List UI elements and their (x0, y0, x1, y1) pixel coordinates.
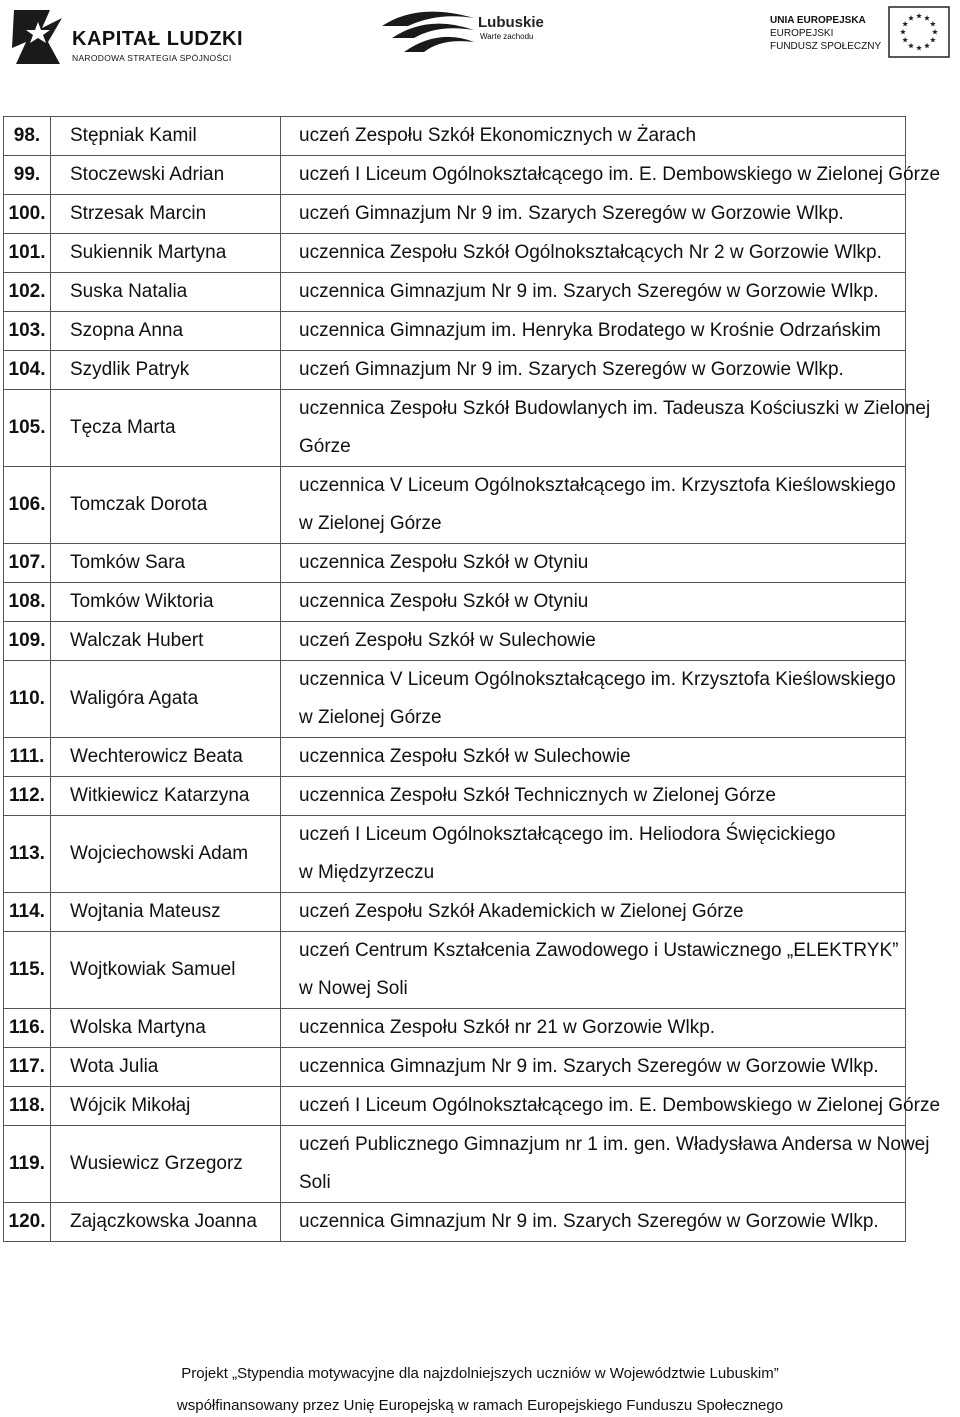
scholarship-list-table (3, 116, 941, 1242)
row-number: 120. (4, 1203, 51, 1242)
student-name: Wechterowicz Beata (51, 738, 281, 777)
eu-line1: UNIA EUROPEJSKA (770, 15, 866, 26)
student-name: Stoczewski Adrian (51, 156, 281, 195)
table-row (4, 893, 906, 932)
kapital-ludzki-emblem-icon (10, 8, 66, 66)
eu-text (770, 14, 881, 53)
school-description (281, 234, 906, 273)
school-description-line: uczennica Zespołu Szkół nr 21 w Gorzowie Wlkp. (299, 1017, 716, 1038)
footer-funding-line: współfinansowany przez Unię Europejską w ramach Europejskiego Funduszu Społecznego (176, 1397, 784, 1414)
table-row (4, 777, 906, 816)
school-description-line: uczennica V Liceum Ogólnokształcącego im. Krzysztofa Kieślowskiego (299, 669, 896, 690)
table-row (4, 312, 906, 351)
table-row (4, 156, 906, 195)
school-description (281, 1203, 906, 1242)
eu-line3: FUNDUSZ SPOŁECZNY (770, 41, 882, 52)
table-row (4, 816, 906, 893)
school-description (281, 312, 906, 351)
school-description (281, 1048, 906, 1087)
school-description-line: uczennica Zespołu Szkół w Otyniu (299, 591, 589, 612)
school-description-line: uczennica Zespołu Szkół Budowlanych im. Tadeusza Kościuszki w Zielonej (299, 398, 931, 419)
student-name: Wójcik Mikołaj (51, 1087, 281, 1126)
table-row (4, 622, 906, 661)
school-description (281, 932, 906, 1009)
table-row (4, 1009, 906, 1048)
school-description (281, 156, 941, 195)
row-number: 105. (4, 390, 51, 467)
student-name: Wota Julia (51, 1048, 281, 1087)
table-row (4, 467, 906, 544)
table-row (4, 738, 906, 777)
school-description (281, 1126, 930, 1203)
school-description-line: uczeń Centrum Kształcenia Zawodowego i Ustawicznego „ELEKTRYK” (299, 940, 899, 961)
student-name: Walczak Hubert (51, 622, 281, 661)
eu-line2: EUROPEJSKI (770, 28, 834, 39)
table-row (4, 544, 906, 583)
school-description-line: uczennica V Liceum Ogólnokształcącego im. Krzysztofa Kieślowskiego (299, 475, 896, 496)
table-row (4, 273, 906, 312)
table-row (4, 351, 906, 390)
row-number: 102. (4, 273, 51, 312)
row-number: 98. (4, 117, 51, 156)
row-number: 113. (4, 816, 51, 893)
school-description-line: Soli (299, 1172, 331, 1193)
school-description (281, 273, 906, 312)
school-description (281, 816, 906, 893)
lubuskie-logo (378, 4, 578, 64)
school-description-line: Górze (299, 436, 351, 457)
student-name: Wojtkowiak Samuel (51, 932, 281, 1009)
row-number: 114. (4, 893, 51, 932)
lubuskie-swoosh-icon (378, 4, 478, 64)
row-number: 101. (4, 234, 51, 273)
row-number: 107. (4, 544, 51, 583)
school-description-line: uczeń I Liceum Ogólnokształcącego im. Heliodora Święcickiego (299, 824, 836, 845)
lubuskie-name: Lubuskie (478, 14, 544, 31)
school-description-line: uczeń Gimnazjum Nr 9 im. Szarych Szeregów w Gorzowie Wlkp. (299, 359, 844, 380)
school-description (281, 622, 906, 661)
row-number: 106. (4, 467, 51, 544)
table-row (4, 390, 906, 467)
school-description-line: uczennica Zespołu Szkół Technicznych w Zielonej Górze (299, 785, 776, 806)
school-description (281, 117, 906, 156)
row-number: 117. (4, 1048, 51, 1087)
student-name: Wojtania Mateusz (51, 893, 281, 932)
school-description-line: uczeń Gimnazjum Nr 9 im. Szarych Szeregów w Gorzowie Wlkp. (299, 203, 844, 224)
footer-project-line: Projekt „Stypendia motywacyjne dla najzdolniejszych uczniów w Województwie Lubuskim” (181, 1365, 779, 1382)
student-name: Wolska Martyna (51, 1009, 281, 1048)
row-number: 115. (4, 932, 51, 1009)
school-description-line: uczeń Zespołu Szkół Akademickich w Zielonej Górze (299, 901, 744, 922)
school-description-line: uczennica Gimnazjum Nr 9 im. Szarych Szeregów w Gorzowie Wlkp. (299, 281, 879, 302)
school-description-line: w Zielonej Górze (299, 707, 442, 728)
student-name: Witkiewicz Katarzyna (51, 777, 281, 816)
school-description-line: uczennica Gimnazjum Nr 9 im. Szarych Szeregów w Gorzowie Wlkp. (299, 1211, 879, 1232)
school-description (281, 195, 906, 234)
school-description-line: uczeń I Liceum Ogólnokształcącego im. E. Dembowskiego w Zielonej Górze (299, 164, 941, 185)
kapital-ludzki-subtitle: NARODOWA STRATEGIA SPÓJNOŚCI (72, 53, 232, 63)
table-row (4, 1126, 906, 1203)
school-description (281, 893, 906, 932)
school-description-line: uczennica Zespołu Szkół w Otyniu (299, 552, 589, 573)
eu-flag-icon (888, 6, 950, 58)
table-row (4, 932, 906, 1009)
row-number: 103. (4, 312, 51, 351)
school-description-line: w Międzyrzeczu (299, 862, 435, 883)
lubuskie-tagline: Warte zachodu (480, 32, 534, 41)
row-number: 109. (4, 622, 51, 661)
student-name: Szopna Anna (51, 312, 281, 351)
table-row (4, 583, 906, 622)
school-description (281, 738, 906, 777)
school-description (281, 390, 931, 467)
table-row (4, 661, 906, 738)
student-name: Zajączkowska Joanna (51, 1203, 281, 1242)
student-name: Waligóra Agata (51, 661, 281, 738)
table-row (4, 1087, 906, 1126)
student-name: Tomków Wiktoria (51, 583, 281, 622)
row-number: 118. (4, 1087, 51, 1126)
table-row (4, 1203, 906, 1242)
row-number: 108. (4, 583, 51, 622)
school-description-line: uczeń Zespołu Szkół Ekonomicznych w Żarach (299, 125, 697, 146)
student-name: Tomków Sara (51, 544, 281, 583)
school-description-line: uczennica Zespołu Szkół w Sulechowie (299, 746, 631, 767)
school-description (281, 583, 906, 622)
row-number: 104. (4, 351, 51, 390)
school-description (281, 351, 906, 390)
school-description-line: w Zielonej Górze (299, 513, 442, 534)
student-name: Wusiewicz Grzegorz (51, 1126, 281, 1203)
school-description-line: uczeń Zespołu Szkół w Sulechowie (299, 630, 596, 651)
school-description (281, 1087, 941, 1126)
school-description-line: uczennica Zespołu Szkół Ogólnokształcących Nr 2 w Gorzowie Wlkp. (299, 242, 882, 263)
table-body (4, 117, 941, 1242)
school-description (281, 1009, 906, 1048)
table-row (4, 195, 906, 234)
school-description (281, 467, 906, 544)
student-name: Tomczak Dorota (51, 467, 281, 544)
row-number: 111. (4, 738, 51, 777)
row-number: 116. (4, 1009, 51, 1048)
school-description (281, 661, 906, 738)
kapital-ludzki-logo (10, 8, 244, 68)
row-number: 110. (4, 661, 51, 738)
table-row (4, 1048, 906, 1087)
student-name: Strzesak Marcin (51, 195, 281, 234)
student-name: Sukiennik Martyna (51, 234, 281, 273)
row-number: 119. (4, 1126, 51, 1203)
school-description-line: uczeń Publicznego Gimnazjum nr 1 im. gen. Władysława Andersa w Nowej (299, 1134, 930, 1155)
school-description (281, 544, 906, 583)
table-row (4, 234, 906, 273)
school-description-line: uczennica Gimnazjum Nr 9 im. Szarych Szeregów w Gorzowie Wlkp. (299, 1056, 879, 1077)
student-name: Tęcza Marta (51, 390, 281, 467)
row-number: 99. (4, 156, 51, 195)
school-description-line: uczeń I Liceum Ogólnokształcącego im. E. Dembowskiego w Zielonej Górze (299, 1095, 941, 1116)
school-description-line: uczennica Gimnazjum im. Henryka Brodatego w Krośnie Odrzańskim (299, 320, 881, 341)
student-name: Stępniak Kamil (51, 117, 281, 156)
kapital-ludzki-name: KAPITAŁ LUDZKI (72, 28, 244, 50)
header-logos (0, 0, 960, 80)
table-row (4, 117, 906, 156)
school-description (281, 777, 906, 816)
row-number: 112. (4, 777, 51, 816)
school-description-line: w Nowej Soli (299, 978, 408, 999)
student-name: Wojciechowski Adam (51, 816, 281, 893)
row-number: 100. (4, 195, 51, 234)
student-name: Suska Natalia (51, 273, 281, 312)
eu-logo (760, 6, 955, 66)
student-name: Szydlik Patryk (51, 351, 281, 390)
